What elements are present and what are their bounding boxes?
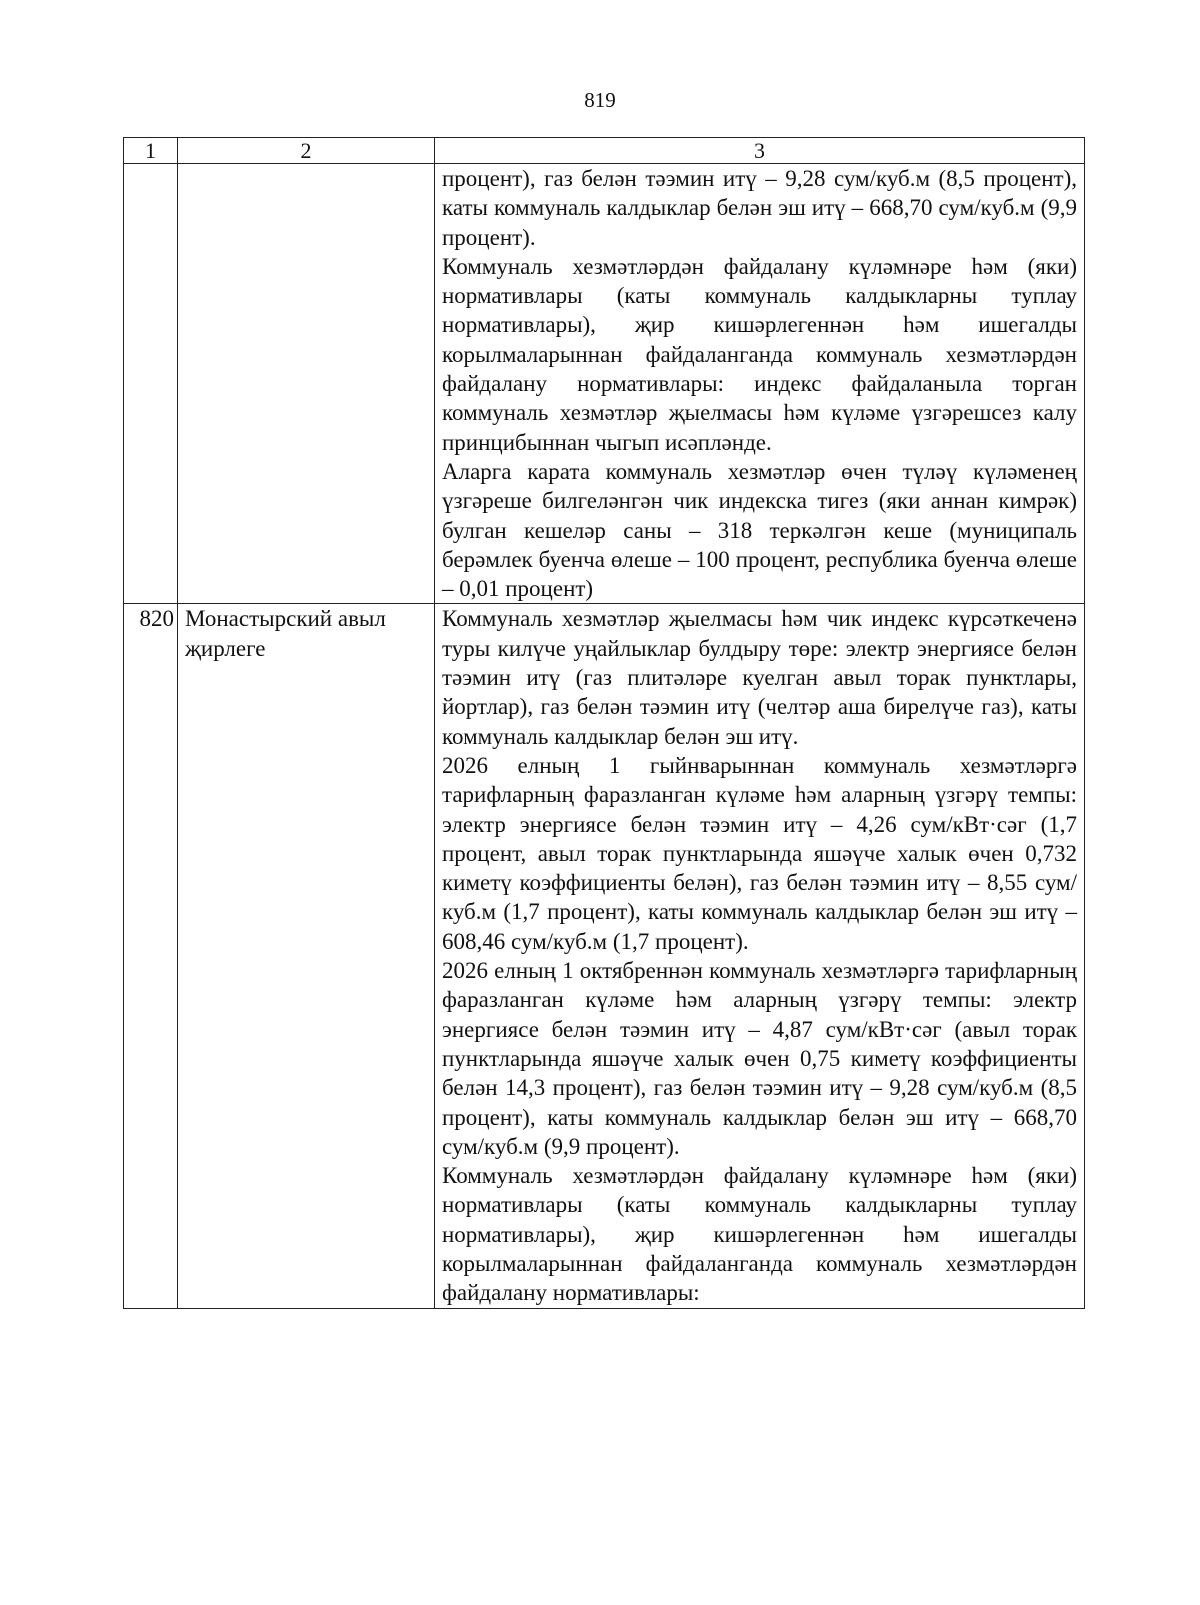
row-number-cell: 820 (124, 604, 178, 1308)
column-header-description: 3 (435, 138, 1085, 164)
table-row (124, 164, 1085, 604)
description-cell (435, 604, 1085, 1308)
paragraph: Аларга карата коммуналь хезмәтләр өчен түләү күләменең үзгәреше билгеләнгән чик индекска тигез (яки аннан кимрәк) булган кешеләр саны – 318 теркәлгән кеше (муниципаль берәмлек буенча өлеше – 100 процент, республика буенча өлеше – 0,01 процент) (442, 458, 1077, 602)
document-table (123, 137, 1085, 1309)
row-number-cell (124, 164, 178, 604)
table-row (124, 604, 1085, 1308)
paragraph: процент), газ белән тәэмин итү – 9,28 сум/куб.м (8,5 процент), каты коммуналь калдыклар белән эш итү – 668,70 сум/куб.м (9,9 процент). (442, 166, 1077, 250)
paragraph: Коммуналь хезмәтләрдән файдалану күләмнәре һәм (яки) нормативлары (каты коммуналь калдыкларны туплау нормативлары), җир кишәрлегеннән һәм ишегалды корылмаларыннан файдаланганда коммуналь хезмәтләрдән файдалану нормативлары: (442, 1163, 1077, 1306)
settlement-name-cell (178, 164, 435, 604)
paragraph: 2026 елның 1 октябреннән коммуналь хезмәтләргә тарифларның фаразланган күләме һәм аларның үзгәрү темпы: электр энергиясе белән тәэмин итү – 4,87 сум/кВт·сәг (авыл торак пунктларында яшәүче халык өчен 0,75 киметү коэффициенты белән 14,3 процент), газ белән тәэмин итү – 9,28 сум/куб.м (8,5 процент), каты коммуналь калдыклар белән эш итү – 668,70 сум/куб.м (9,9 процент). (442, 958, 1077, 1159)
paragraph: Коммуналь хезмәтләрдән файдалану күләмнәре һәм (яки) нормативлары (каты коммуналь калдыкларны туплау нормативлары), җир кишәрлегеннән һәм ишегалды корылмаларыннан файдаланганда коммуналь хезмәтләрдән файдалану нормативлары: индекс файдаланыла торган коммуналь хезмәтләр җыелмасы һәм күләме үзгәрешсез калу принцибыннан чыгып исәпләнде. (442, 253, 1077, 455)
description-cell (435, 164, 1085, 604)
paragraph: Коммуналь хезмәтләр җыелмасы һәм чик индекс күрсәткеченә туры килүче уңайлыклар булдыру төре: электр энергиясе белән тәэмин итү (газ плитәләре куелган авыл торак пунктлары, йортлар), газ белән тәэмин итү (челтәр аша бирелүче газ), каты коммуналь калдыклар белән эш итү. (442, 606, 1077, 749)
page-number: 819 (584, 88, 616, 112)
column-header-name: 2 (178, 138, 435, 164)
settlement-name-cell: Монастырский авыл җирлеге (178, 604, 435, 1308)
column-header-number: 1 (124, 138, 178, 164)
paragraph: 2026 елның 1 гыйнварыннан коммуналь хезмәтләргә тарифларның фаразланган күләме һәм аларның үзгәрү темпы: электр энергиясе белән тәэмин итү – 4,26 сум/кВт·сәг (1,7 процент, авыл торак пунктларында яшәүче халык өчен 0,732 киметү коэффициенты белән), газ белән тәэмин итү – 8,55 сум/куб.м (1,7 процент), каты коммуналь калдыклар белән эш итү – 608,46 сум/куб.м (1,7 процент). (442, 752, 1077, 954)
table-header-row (124, 138, 1085, 164)
